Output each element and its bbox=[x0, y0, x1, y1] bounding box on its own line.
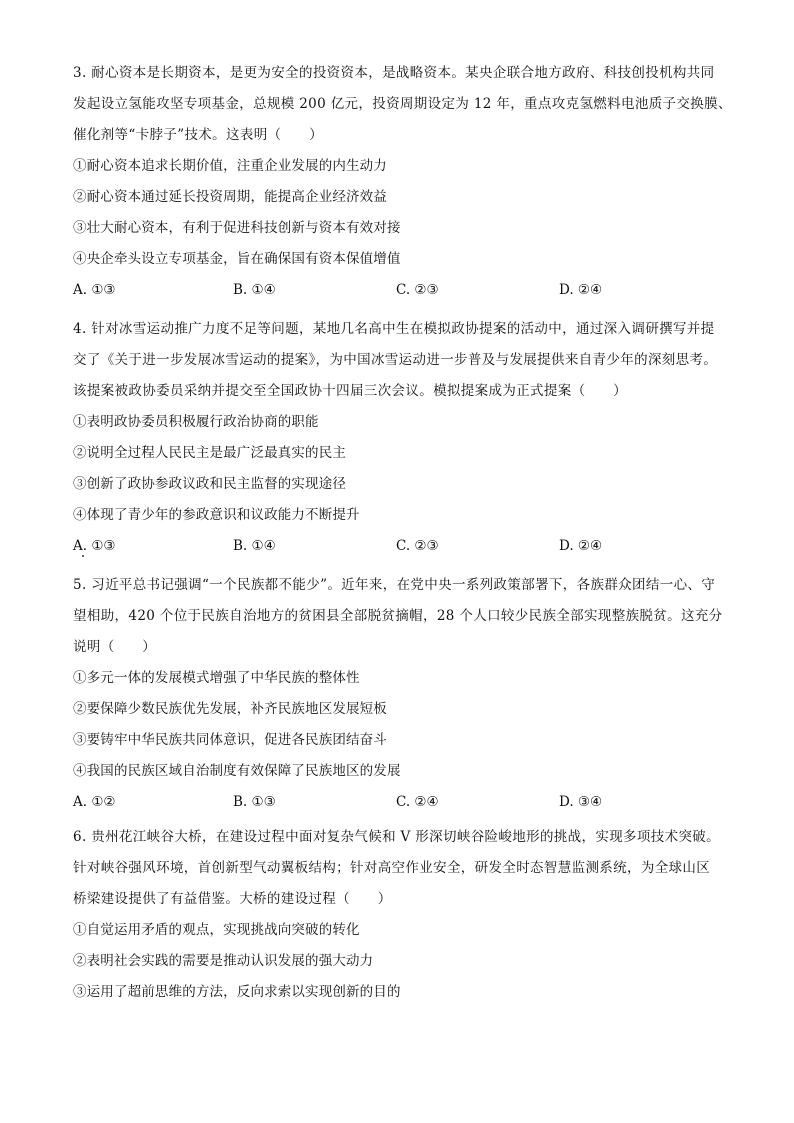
stem-line: 4. 针对冰雪运动推广力度不足等问题，某地几名高中生在模拟政协提案的活动中，通过深入调研撰写并提 bbox=[73, 321, 715, 337]
option-c: C. ②③ bbox=[396, 538, 439, 554]
statement-1: ①耐心资本追求长期价值，注重企业发展的内生动力 bbox=[73, 158, 387, 174]
option-a: A. ①③ bbox=[73, 282, 116, 298]
statement-2: ②说明全过程人民民主是最广泛最真实的民主 bbox=[73, 445, 346, 461]
question-stem bbox=[73, 822, 733, 915]
stem-line: 3. 耐心资本是长期资本，是更为安全的投资资本，是战略资本。某央企联合地方政府、科技创投机构共同 bbox=[73, 65, 715, 81]
statement-3: ③要铸牢中华民族共同体意识，促进各民族团结奋斗 bbox=[73, 732, 387, 748]
option-d: D. ②④ bbox=[559, 282, 603, 298]
question-stem bbox=[73, 58, 733, 151]
statement-1: ①多元一体的发展模式增强了中华民族的整体性 bbox=[73, 670, 360, 686]
statement-3: ③运用了超前思维的方法，反向求索以实现创新的目的 bbox=[73, 984, 401, 1000]
option-c: C. ②④ bbox=[396, 794, 439, 810]
question-4 bbox=[73, 314, 733, 562]
statement-3: ③壮大耐心资本，有利于促进科技创新与资本有效对接 bbox=[73, 220, 401, 236]
question-5 bbox=[73, 570, 733, 818]
question-6 bbox=[73, 822, 733, 1008]
option-b: B. ①④ bbox=[233, 538, 276, 554]
stem-line: 针对峡谷强风环境，首创新型气动翼板结构；针对高空作业安全，研发全时态智慧监测系统，为全球山区 bbox=[73, 860, 711, 876]
option-b: B. ①④ bbox=[233, 282, 276, 298]
question-stem bbox=[73, 314, 733, 407]
stem-line: 望相助，420 个位于民族自治地方的贫困县全部脱贫摘帽，28 个人口较少民族全部实现整族脱贫。这充分 bbox=[73, 608, 723, 624]
answer-options bbox=[73, 275, 733, 306]
statement-3: ③创新了政协参政议政和民主监督的实现途径 bbox=[73, 476, 346, 492]
answer-options bbox=[73, 787, 733, 818]
option-c: C. ②③ bbox=[396, 282, 439, 298]
question-3 bbox=[73, 58, 733, 306]
option-b: B. ①③ bbox=[233, 794, 276, 810]
stem-line: 交了《关于进一步发展冰雪运动的提案》，为中国冰雪运动进一步普及与发展提供来自青少年的深刻思考。 bbox=[73, 352, 718, 368]
option-d: D. ②④ bbox=[559, 538, 603, 554]
option-a: A. ①② bbox=[73, 794, 116, 810]
stem-line: 催化剂等“卡脖子”技术。这表明（ ） bbox=[73, 127, 323, 143]
stem-line: 发起设立氢能攻坚专项基金，总规模 200 亿元，投资周期设定为 12 年，重点攻克氢燃料电池质子交换膜、 bbox=[73, 96, 732, 112]
stem-line: 6. 贵州花江峡谷大桥，在建设过程中面对复杂气候和 V 形深切峡谷险峻地形的挑战，实现多项技术突破。 bbox=[73, 829, 721, 845]
stem-line: 该提案被政协委员采纳并提交至全国政协十四届三次会议。模拟提案成为正式提案（ ） bbox=[73, 383, 627, 399]
stray-dot bbox=[82, 555, 84, 557]
statement-1: ①表明政协委员积极履行政治协商的职能 bbox=[73, 414, 319, 430]
stem-line: 说明（ ） bbox=[73, 639, 157, 655]
statement-4: ④体现了青少年的参政意识和议政能力不断提升 bbox=[73, 507, 360, 523]
option-a: A. ①③ bbox=[73, 538, 116, 554]
statement-2: ②要保障少数民族优先发展，补齐民族地区发展短板 bbox=[73, 701, 387, 717]
statement-4: ④我国的民族区域自治制度有效保障了民族地区的发展 bbox=[73, 763, 401, 779]
stem-line: 5. 习近平总书记强调“一个民族都不能少”。近年来，在党中央一系列政策部署下，各族群众团结一心、守 bbox=[73, 577, 716, 593]
question-stem bbox=[73, 570, 733, 663]
statement-2: ②表明社会实践的需要是推动认识发展的强大动力 bbox=[73, 953, 374, 969]
statement-1: ①自觉运用矛盾的观点，实现挑战向突破的转化 bbox=[73, 922, 360, 938]
stem-line: 桥梁建设提供了有益借鉴。大桥的建设过程（ ） bbox=[73, 891, 392, 907]
statement-2: ②耐心资本通过延长投资周期，能提高企业经济效益 bbox=[73, 189, 387, 205]
option-d: D. ③④ bbox=[559, 794, 603, 810]
answer-options bbox=[73, 531, 733, 562]
statement-4: ④央企牵头设立专项基金，旨在确保国有资本保值增值 bbox=[73, 251, 401, 267]
